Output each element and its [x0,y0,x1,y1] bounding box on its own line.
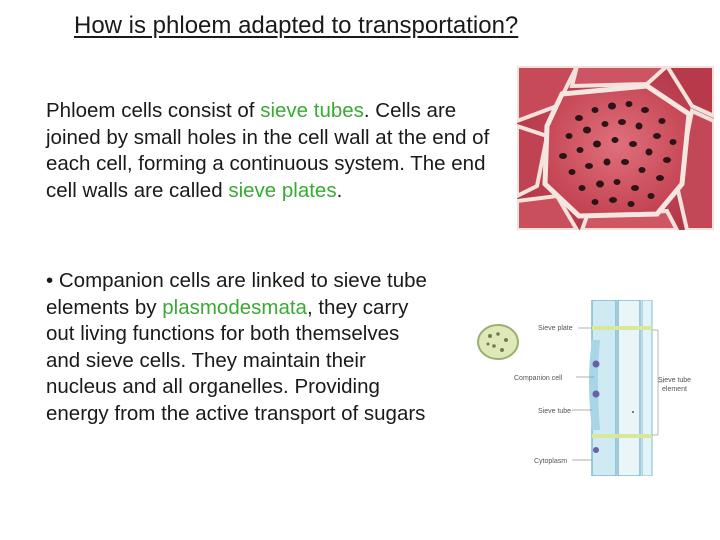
label-cytoplasm: Cytoplasm [534,458,568,465]
p1-highlight-sieve-tubes: sieve tubes [260,99,364,122]
phloem-diagram [468,300,715,476]
p2-highlight-plasmodesmata: plasmodesmata [162,295,307,319]
p1-text-3: . [336,178,343,202]
p1-text-2: . Cells are joined by small holes in the cell wall at the end of each cell, forming a continuous system. The end cell walls are called [46,99,490,202]
label-sieve-tube-element-line1: Sieve tube [658,377,692,384]
label-sieve-tube-element-line2: element [662,386,687,393]
p1-highlight-sieve-plates: sieve plates [228,178,337,202]
label-sieve-plate: Sieve plate [538,325,573,332]
p1-text-1: Phloem cells consist of [46,99,261,122]
sieve-plate-micrograph [517,66,714,230]
paragraph-sieve-tubes [46,98,501,204]
sieve-tube-columns [589,300,652,476]
label-sieve-tube: Sieve tube [538,408,572,415]
label-companion-cell: Companion cell [514,375,563,382]
slide-title: How is phloem adapted to transportation? [74,12,519,39]
p2-text-1: • Companion cells are linked to sieve tube elements by [46,269,427,319]
paragraph-companion-cells [46,268,434,427]
p2-text-2: , they carry out living functions for both themselves and sieve cells. They maintain their nucleus and all organelles. Providing energy from the active transport of sugars [46,295,426,425]
cross-section-cell-icon [478,325,518,359]
